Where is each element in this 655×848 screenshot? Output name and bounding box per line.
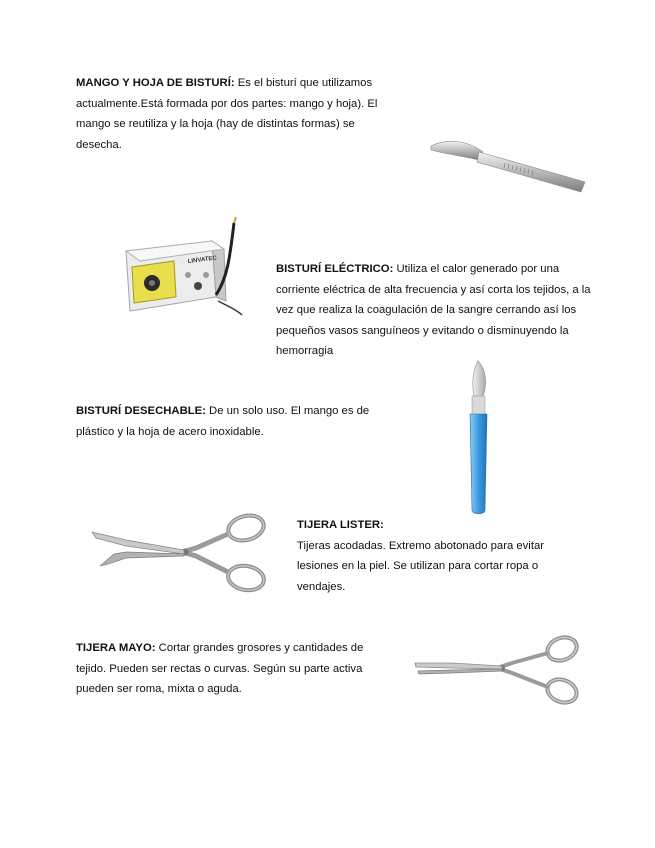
section-tijera-mayo	[76, 638, 386, 700]
section-title: TIJERA MAYO:	[76, 642, 156, 654]
electrosurgical-unit-image	[118, 215, 243, 330]
section-mango-hoja	[76, 73, 396, 155]
section-tijera-lister	[297, 515, 587, 597]
section-text: Utiliza el calor generado por una corriente eléctrica de alta frecuencia y así corta los tejidos, a la vez que realiza la coagulación de la sangre cerrando así los pequeños vasos sanguíneos y evitando o disminuyendo la hemorragia	[276, 263, 591, 357]
section-title: BISTURÍ DESECHABLE:	[76, 405, 206, 417]
disposable-scalpel-image	[455, 358, 500, 523]
section-text: Tijeras acodadas. Extremo abotonado para evitar lesiones en la piel. Se utilizan para cortar ropa o vendajes.	[297, 539, 544, 593]
section-title: MANGO Y HOJA DE BISTURÍ:	[76, 77, 235, 89]
mayo-scissors-image	[412, 633, 584, 713]
lister-scissors-image	[86, 508, 271, 608]
section-title: TIJERA LISTER:	[297, 519, 384, 531]
scalpel-image	[425, 130, 590, 210]
section-text: Es el bisturí que utilizamos actualmente.Está formada por dos partes: mango y hoja). El mango se reutiliza y la hoja (hay de distintas formas) se desecha.	[76, 77, 378, 151]
section-bisturi-electrico	[276, 259, 606, 362]
section-bisturi-desechable	[76, 401, 396, 442]
brand-label: LINVATEC	[187, 255, 218, 265]
section-text: Cortar grandes grosores y cantidades de tejido. Pueden ser rectas o curvas. Según su parte activa pueden ser roma, mixta o aguda.	[76, 642, 364, 695]
section-title: BISTURÍ ELÉCTRICO:	[276, 263, 394, 275]
section-text: De un solo uso. El mango es de plástico y la hoja de acero inoxidable.	[76, 405, 370, 438]
